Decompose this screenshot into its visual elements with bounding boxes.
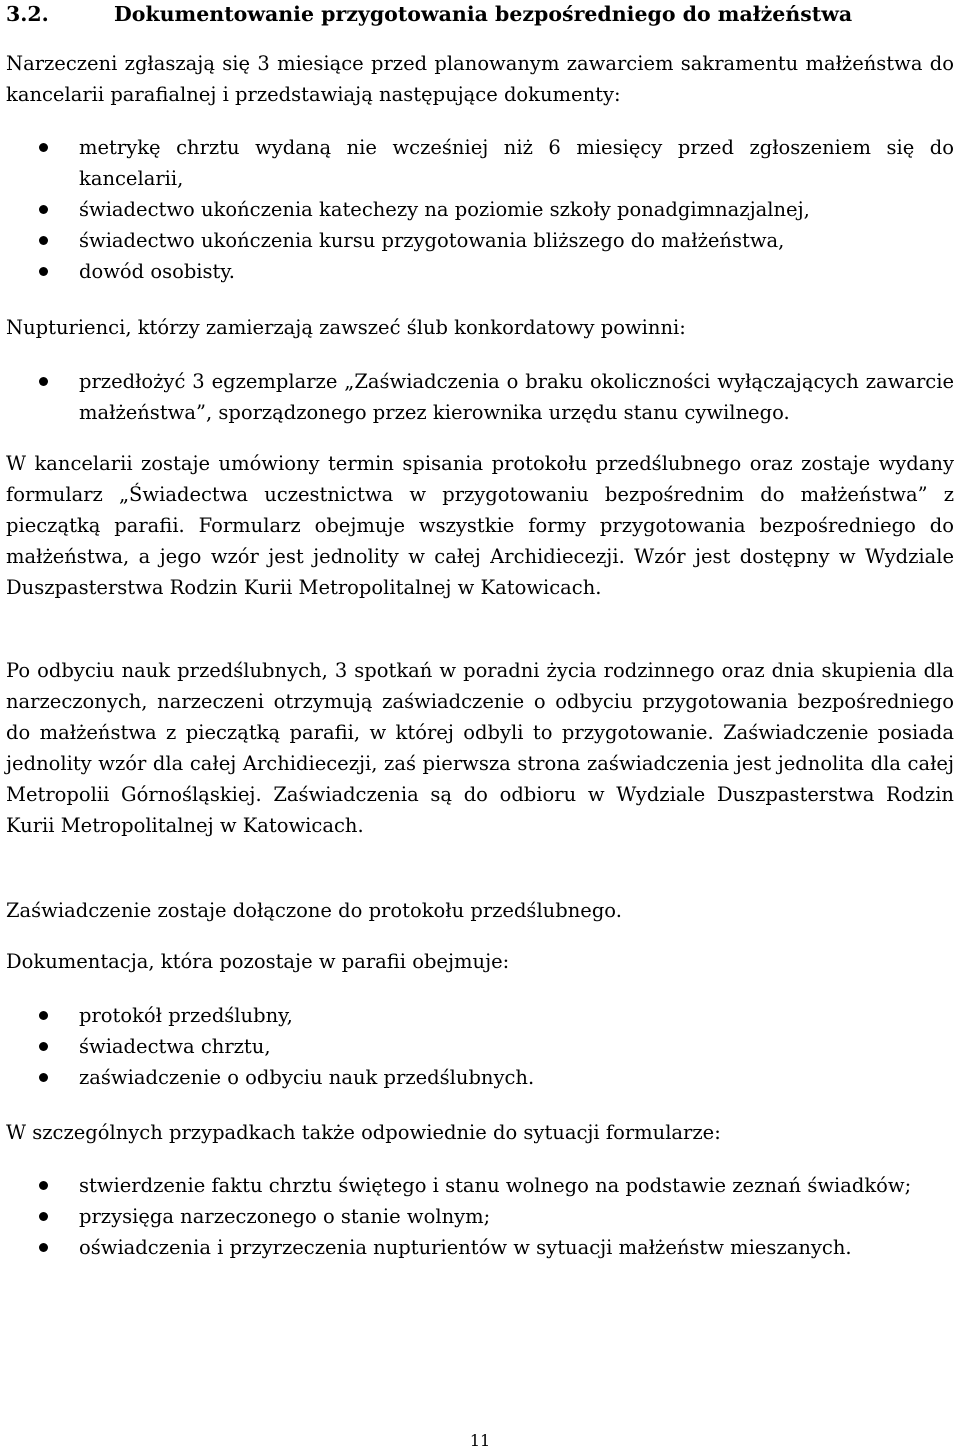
bullet-icon — [39, 1212, 48, 1221]
bullet-icon — [39, 1073, 48, 1082]
special-cases-list — [0, 1170, 960, 1263]
bullet-icon — [39, 236, 48, 245]
bullet-icon — [39, 267, 48, 276]
list-item: protokół przedślubny, — [0, 1000, 960, 1031]
list-item: oświadczenia i przyrzeczenia nupturientów w sytuacji małżeństw mieszanych. — [0, 1232, 960, 1263]
list-item: przysięga narzeczonego o stanie wolnym; — [0, 1201, 960, 1232]
list-item: świadectwo ukończenia kursu przygotowania bliższego do małżeństwa, — [0, 225, 960, 256]
bullet-icon — [39, 1243, 48, 1252]
list-item: zaświadczenie o odbyciu nauk przedślubnych. — [0, 1062, 960, 1093]
attached-paragraph: Zaświadczenie zostaje dołączone do protokołu przedślubnego. — [6, 899, 622, 922]
section-title: Dokumentowanie przygotowania bezpośredniego do małżeństwa — [114, 2, 853, 26]
concordat-list — [0, 366, 960, 428]
bullet-icon — [39, 205, 48, 214]
bullet-icon — [39, 1011, 48, 1020]
bullet-icon — [39, 143, 48, 152]
bullet-icon — [39, 1181, 48, 1190]
list-item: świadectwo ukończenia katechezy na poziomie szkoły ponadgimnazjalnej, — [0, 194, 960, 225]
list-item: świadectwa chrztu, — [0, 1031, 960, 1062]
bullet-icon — [39, 1042, 48, 1051]
concordat-intro: Nupturienci, którzy zamierzają zawszeć ślub konkordatowy powinni: — [6, 316, 686, 339]
list-item: przedłożyć 3 egzemplarze „Zaświadczenia o braku okoliczności wyłączających zawarcie małżeństwa”, sporządzonego przez kierownika urzędu stanu cywilnego. — [0, 366, 960, 428]
protocol-paragraph: W kancelarii zostaje umówiony termin spisania protokołu przedślubnego oraz zostaje wydany formularz „Świadectwa uczestnictwa w przygotowaniu bezpośrednim do małżeństwa” z pieczątką parafii. Formularz obejmuje wszystkie formy przygotowania bezpośredniego do małżeństwa, a jego wzór jest jednolity w całej Archidiecezji. Wzór jest dostępny w Wydziale Duszpasterstwa Rodzin Kurii Metropolitalnej w Katowicach. — [6, 452, 954, 599]
certificate-paragraph: Po odbyciu nauk przedślubnych, 3 spotkań w poradni życia rodzinnego oraz dnia skupienia dla narzeczonych, narzeczeni otrzymują zaświadczenie o odbyciu przygotowania bezpośredniego do małżeństwa z pieczątką parafii, w której odbyli to przygotowanie. Zaświadczenie posiada jednolity wzór dla całej Archidiecezji, zaś pierwsza strona zaświadczenia jest jednolita dla całej Metropolii Górnośląskiej. Zaświadczenia są do odbioru w Wydziale Duszpasterstwa Rodzin Kurii Metropolitalnej w Katowicach. — [6, 659, 954, 837]
list-item: dowód osobisty. — [0, 256, 960, 287]
bullet-icon — [39, 377, 48, 386]
section-number: 3.2. — [6, 2, 49, 26]
documents-list — [0, 132, 960, 287]
list-item: metrykę chrztu wydaną nie wcześniej niż 6 miesięcy przed zgłoszeniem się do kancelarii, — [0, 132, 960, 194]
list-item: stwierdzenie faktu chrztu świętego i stanu wolnego na podstawie zeznań świadków; — [0, 1170, 960, 1201]
section-heading — [6, 0, 954, 28]
page-number: 11 — [469, 1431, 491, 1450]
special-cases-intro: W szczególnych przypadkach także odpowiednie do sytuacji formularze: — [6, 1121, 721, 1144]
parish-docs-intro: Dokumentacja, która pozostaje w parafii obejmuje: — [6, 950, 510, 973]
intro-paragraph: Narzeczeni zgłaszają się 3 miesiące przed planowanym zawarciem sakramentu małżeństwa do kancelarii parafialnej i przedstawiają następujące dokumenty: — [6, 52, 954, 106]
parish-docs-list — [0, 1000, 960, 1093]
